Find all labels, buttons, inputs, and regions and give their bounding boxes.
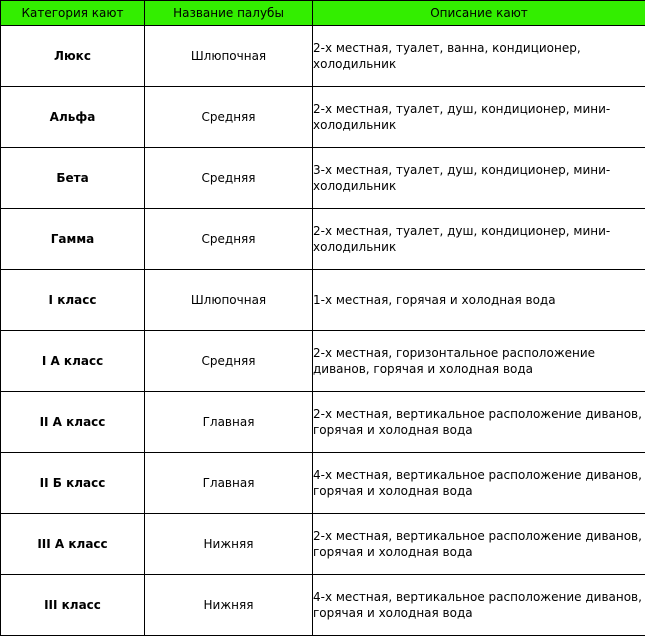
cell-description: 2-х местная, туалет, ванна, кондиционер, холодильник	[313, 26, 645, 87]
cell-category: Бета	[1, 148, 145, 209]
cell-category: III класс	[1, 575, 145, 636]
cell-deck: Шлюпочная	[145, 26, 313, 87]
cell-category: I класс	[1, 270, 145, 331]
table-row	[1, 575, 645, 636]
table-body	[1, 26, 645, 636]
table-row	[1, 209, 645, 270]
table-row	[1, 270, 645, 331]
cell-deck: Главная	[145, 453, 313, 514]
cell-description: 2-х местная, вертикальное расположение диванов, горячая и холодная вода	[313, 514, 645, 575]
cell-description: 4-х местная, вертикальное расположение диванов, горячая и холодная вода	[313, 453, 645, 514]
cell-category: II Б класс	[1, 453, 145, 514]
table-row	[1, 87, 645, 148]
table-row	[1, 26, 645, 87]
cell-category: III А класс	[1, 514, 145, 575]
cell-description: 2-х местная, туалет, душ, кондиционер, мини-холодильник	[313, 87, 645, 148]
header-description: Описание кают	[313, 1, 645, 26]
cell-category: II А класс	[1, 392, 145, 453]
cell-category: Люкс	[1, 26, 145, 87]
table-row	[1, 514, 645, 575]
table-row	[1, 331, 645, 392]
cell-deck: Средняя	[145, 148, 313, 209]
cell-description: 1-х местная, горячая и холодная вода	[313, 270, 645, 331]
table-header	[1, 1, 645, 26]
cell-description: 4-х местная, вертикальное расположение диванов, горячая и холодная вода	[313, 575, 645, 636]
cell-description: 2-х местная, горизонтальное расположение диванов, горячая и холодная вода	[313, 331, 645, 392]
cell-deck: Средняя	[145, 331, 313, 392]
cell-description: 2-х местная, вертикальное расположение диванов, горячая и холодная вода	[313, 392, 645, 453]
cell-deck: Нижняя	[145, 575, 313, 636]
cell-deck: Шлюпочная	[145, 270, 313, 331]
cell-category: Альфа	[1, 87, 145, 148]
header-row	[1, 1, 645, 26]
table-row	[1, 392, 645, 453]
header-deck: Название палубы	[145, 1, 313, 26]
cell-deck: Средняя	[145, 87, 313, 148]
cell-deck: Нижняя	[145, 514, 313, 575]
cell-description: 2-х местная, туалет, душ, кондиционер, мини-холодильник	[313, 209, 645, 270]
cell-deck: Главная	[145, 392, 313, 453]
cell-deck: Средняя	[145, 209, 313, 270]
cell-category: I А класс	[1, 331, 145, 392]
table-row	[1, 148, 645, 209]
table-row	[1, 453, 645, 514]
cell-description: 3-х местная, туалет, душ, кондиционер, мини-холодильник	[313, 148, 645, 209]
header-category: Категория кают	[1, 1, 145, 26]
cell-category: Гамма	[1, 209, 145, 270]
